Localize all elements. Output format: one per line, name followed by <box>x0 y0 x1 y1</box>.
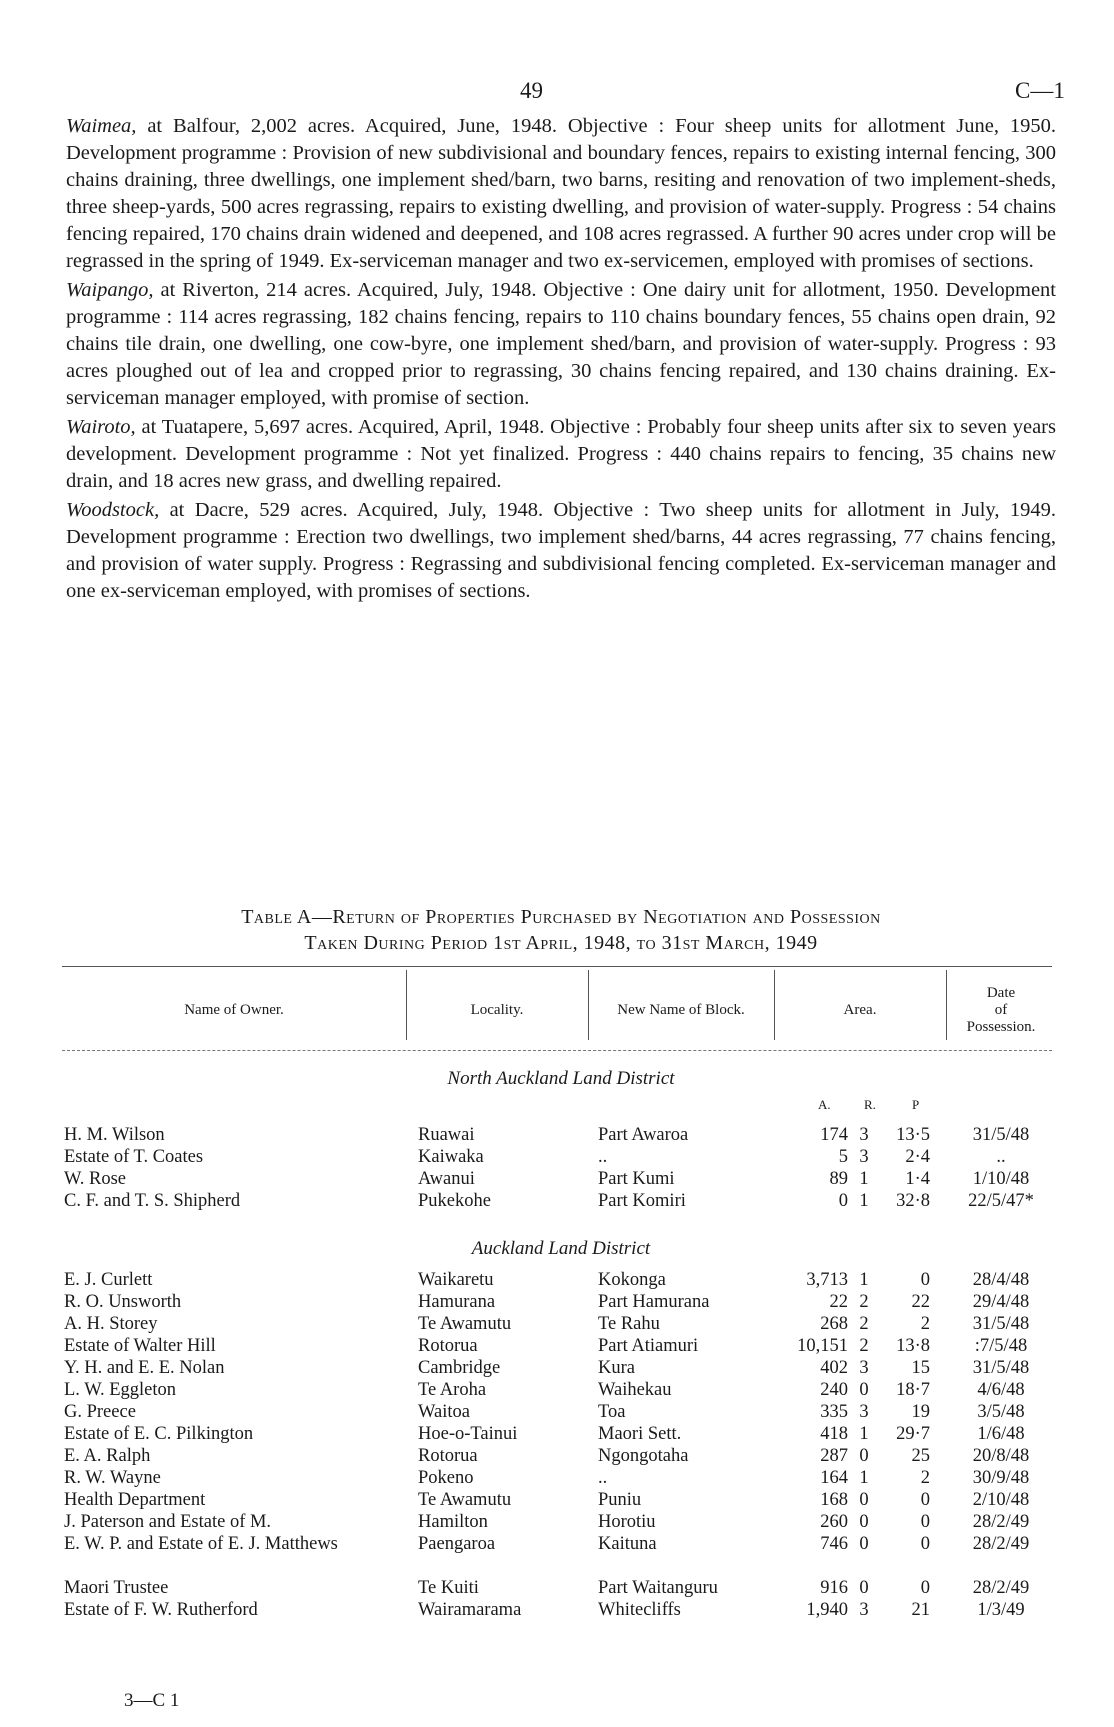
acres-cell: 1,940 <box>806 1600 848 1620</box>
locality-cell: Pokeno <box>418 1468 474 1488</box>
owner-cell: Y. H. and E. E. Nolan <box>64 1358 225 1378</box>
roods-cell: 1 <box>859 1169 869 1189</box>
block-cell: Kaituna <box>598 1534 657 1554</box>
owner-cell: E. J. Curlett <box>64 1270 153 1290</box>
acres-cell: 0 <box>838 1191 848 1211</box>
owner-cell: Estate of Walter Hill <box>64 1336 216 1356</box>
locality-cell: Pukekohe <box>418 1191 491 1211</box>
table-row <box>62 1512 1062 1534</box>
acres-cell: 174 <box>820 1125 848 1145</box>
block-cell: Horotiu <box>598 1512 656 1532</box>
block-cell: Part Waitanguru <box>598 1578 718 1598</box>
locality-cell: Rotorua <box>418 1336 478 1356</box>
table-row <box>62 1534 1062 1556</box>
owner-cell: Estate of F. W. Rutherford <box>64 1600 258 1620</box>
district-heading: North Auckland Land District <box>447 1068 675 1089</box>
owner-cell: R. W. Wayne <box>64 1468 161 1488</box>
perches-cell: 32·8 <box>896 1191 930 1211</box>
block-cell: Part Komiri <box>598 1191 686 1211</box>
roods-cell: 0 <box>859 1512 869 1532</box>
table-row <box>62 1424 1062 1446</box>
date-cell: .. <box>996 1147 1006 1167</box>
acres-cell: 268 <box>820 1314 848 1334</box>
date-cell: 1/6/48 <box>977 1424 1025 1444</box>
locality-cell: Waitoa <box>418 1402 470 1422</box>
date-cell: 30/9/48 <box>972 1468 1030 1488</box>
roods-cell: 2 <box>859 1292 869 1312</box>
locality-cell: Te Aroha <box>418 1380 487 1400</box>
acres-cell: 164 <box>820 1468 848 1488</box>
owner-cell: W. Rose <box>64 1169 127 1189</box>
owner-cell: E. A. Ralph <box>64 1446 151 1466</box>
owner-cell: H. M. Wilson <box>64 1125 165 1145</box>
acres-cell: 168 <box>820 1490 848 1510</box>
header-locality: Locality. <box>470 1002 524 1018</box>
perches-cell: 0 <box>920 1512 930 1532</box>
date-cell: 3/5/48 <box>977 1402 1025 1422</box>
date-cell: 31/5/48 <box>972 1125 1030 1145</box>
owner-cell: E. W. P. and Estate of E. J. Matthews <box>64 1534 338 1554</box>
block-cell: Toa <box>598 1402 626 1422</box>
perches-cell: 0 <box>920 1270 930 1290</box>
series-code: C—1 <box>1015 78 1065 103</box>
roods-cell: 0 <box>859 1380 869 1400</box>
owner-cell: C. F. and T. S. Shipherd <box>64 1191 241 1211</box>
perches-cell: 0 <box>920 1534 930 1554</box>
table-row <box>62 1169 1062 1191</box>
perches-cell: 2 <box>920 1314 930 1334</box>
perches-cell: 2 <box>920 1468 930 1488</box>
locality-cell: Cambridge <box>418 1358 501 1378</box>
unit-roods: R. <box>864 1097 876 1112</box>
owner-cell: Estate of T. Coates <box>64 1147 204 1167</box>
perches-cell: 15 <box>911 1358 930 1378</box>
roods-cell: 0 <box>859 1578 869 1598</box>
table-row <box>62 1446 1062 1468</box>
date-cell: 2/10/48 <box>972 1490 1030 1510</box>
block-cell: Waihekau <box>598 1380 672 1400</box>
table-header-rule <box>62 1050 1052 1051</box>
paragraph-waipango: Waipango, at Riverton, 214 acres. Acquired, July, 1948. Objective : One dairy unit for allotment, 1950. Development programme : 114 acres regrassing, 182 chains fencing, repairs to 110 chains boundary fences, 55 chains open drain, 92 chains tile drain, one dwelling, one cow-byre, one implement shed/barn, and provision of water-supply. Progress : 93 acres ploughed out of lea and cropped prior to regrassing, 30 chains fencing repaired, and 130 chains draining. Ex-serviceman manager employed, with promise of section. <box>66 279 1056 409</box>
date-cell: 4/6/48 <box>977 1380 1025 1400</box>
locality-cell: Te Awamutu <box>418 1314 512 1334</box>
district-heading: Auckland Land District <box>471 1238 651 1259</box>
roods-cell: 1 <box>859 1468 869 1488</box>
block-cell: Kura <box>598 1358 635 1378</box>
perches-cell: 13·8 <box>896 1336 930 1356</box>
acres-cell: 746 <box>820 1534 848 1554</box>
roods-cell: 3 <box>859 1125 869 1145</box>
date-cell: 28/2/49 <box>972 1578 1030 1598</box>
locality-cell: Paengaroa <box>418 1534 496 1554</box>
locality-cell: Hamurana <box>418 1292 496 1312</box>
table-row <box>62 1468 1062 1490</box>
date-cell: 28/2/49 <box>972 1534 1030 1554</box>
owner-cell: Estate of E. C. Pilkington <box>64 1424 254 1444</box>
roods-cell: 0 <box>859 1534 869 1554</box>
header-owner: Name of Owner. <box>184 1002 284 1018</box>
unit-perches: P <box>912 1097 920 1112</box>
acres-cell: 5 <box>838 1147 848 1167</box>
block-cell: Puniu <box>598 1490 642 1510</box>
perches-cell: 0 <box>920 1490 930 1510</box>
roods-cell: 0 <box>859 1446 869 1466</box>
page-header <box>0 78 1114 108</box>
block-cell: Part Awaroa <box>598 1125 689 1145</box>
table-row <box>62 1147 1062 1169</box>
acres-cell: 916 <box>820 1578 848 1598</box>
owner-cell: G. Preece <box>64 1402 136 1422</box>
table-row <box>62 1191 1062 1213</box>
locality-cell: Te Kuiti <box>418 1578 479 1598</box>
owner-cell: R. O. Unsworth <box>64 1292 182 1312</box>
body-text <box>66 113 1056 607</box>
perches-cell: 25 <box>911 1446 930 1466</box>
perches-cell: 13·5 <box>896 1125 930 1145</box>
locality-cell: Ruawai <box>418 1125 475 1145</box>
locality-cell: Awanui <box>418 1169 475 1189</box>
owner-cell: Maori Trustee <box>64 1578 169 1598</box>
block-cell: .. <box>598 1468 608 1488</box>
block-cell: .. <box>598 1147 608 1167</box>
owner-cell: Health Department <box>64 1490 206 1510</box>
footer-code: 3—C 1 <box>124 1690 180 1711</box>
roods-cell: 0 <box>859 1490 869 1510</box>
locality-cell: Hoe-o-Tainui <box>418 1424 518 1444</box>
roods-cell: 1 <box>859 1424 869 1444</box>
locality-cell: Wairamarama <box>418 1600 522 1620</box>
roods-cell: 2 <box>859 1336 869 1356</box>
perches-cell: 21 <box>911 1600 930 1620</box>
roods-cell: 3 <box>859 1147 869 1167</box>
acres-cell: 3,713 <box>806 1270 848 1290</box>
acres-cell: 10,151 <box>797 1336 848 1356</box>
header-area: Area. <box>843 1002 877 1018</box>
acres-cell: 402 <box>820 1358 848 1378</box>
locality-cell: Rotorua <box>418 1446 478 1466</box>
roods-cell: 3 <box>859 1402 869 1422</box>
acres-cell: 89 <box>829 1169 848 1189</box>
header-block: New Name of Block. <box>617 1002 745 1018</box>
roods-cell: 3 <box>859 1358 869 1378</box>
paragraph-waimea: Waimea, at Balfour, 2,002 acres. Acquired, June, 1948. Objective : Four sheep units for allotment June, 1950. Development programme : Provision of new subdivisional and boundary fences, repairs to existing internal fencing, 300 chains draining, three dwellings, one implement shed/barn, two barns, resiting and renovation of two implement-sheds, three sheep-yards, 500 acres regrassing, repairs to existing dwelling, and provision of water-supply. Progress : 54 chains fencing repaired, 170 chains drain widened and deepened, and 108 acres regrassed. A further 90 acres under crop will be regrassed in the spring of 1949. Ex-serviceman manager and two ex-servicemen, employed with promises of sections. <box>66 115 1056 272</box>
date-cell: 1/3/49 <box>977 1600 1025 1620</box>
date-cell: 31/5/48 <box>972 1358 1030 1378</box>
paragraph-wairoto: Wairoto, at Tuatapere, 5,697 acres. Acquired, April, 1948. Objective : Probably four sheep units after six to seven years development. Development programme : Not yet finalized. Progress : 440 chains repairs to fencing, 35 chains new drain, and 18 acres new grass, and dwelling repaired. <box>66 416 1056 492</box>
unit-acres: A. <box>818 1097 831 1112</box>
roods-cell: 1 <box>859 1270 869 1290</box>
perches-cell: 29·7 <box>896 1424 930 1444</box>
block-cell: Part Atiamuri <box>598 1336 699 1356</box>
locality-cell: Waikaretu <box>418 1270 494 1290</box>
date-cell: 22/5/47* <box>968 1191 1034 1211</box>
roods-cell: 3 <box>859 1600 869 1620</box>
table-row <box>62 1380 1062 1402</box>
header-date: Date of Possession. <box>966 985 1036 1035</box>
date-cell: :7/5/48 <box>974 1336 1028 1356</box>
locality-cell: Hamilton <box>418 1512 488 1532</box>
table-row <box>62 1125 1062 1147</box>
block-cell: Maori Sett. <box>598 1424 682 1444</box>
perches-cell: 19 <box>911 1402 930 1422</box>
acres-cell: 418 <box>820 1424 848 1444</box>
date-cell: 31/5/48 <box>972 1314 1030 1334</box>
owner-cell: A. H. Storey <box>64 1314 158 1334</box>
date-cell: 28/4/48 <box>972 1270 1030 1290</box>
locality-cell: Kaiwaka <box>418 1147 484 1167</box>
perches-cell: 0 <box>920 1578 930 1598</box>
date-cell: 1/10/48 <box>972 1169 1030 1189</box>
roods-cell: 1 <box>859 1191 869 1211</box>
block-cell: Ngongotaha <box>598 1446 689 1466</box>
table-row <box>62 1358 1062 1380</box>
roods-cell: 2 <box>859 1314 869 1334</box>
locality-cell: Te Awamutu <box>418 1490 512 1510</box>
table-row <box>62 1402 1062 1424</box>
table-title: Table A—Return of Properties Purchased by Negotiation and Possession Taken During Period 1st April, 1948, to 31st March, 1949 <box>241 906 881 954</box>
table-row <box>62 1336 1062 1358</box>
acres-cell: 287 <box>820 1446 848 1466</box>
block-cell: Whitecliffs <box>598 1600 681 1620</box>
table-row <box>62 1292 1062 1314</box>
table-row <box>62 1270 1062 1292</box>
owner-cell: J. Paterson and Estate of M. <box>64 1512 272 1532</box>
acres-cell: 335 <box>820 1402 848 1422</box>
table-row <box>62 1600 1062 1622</box>
date-cell: 28/2/49 <box>972 1512 1030 1532</box>
acres-cell: 22 <box>829 1292 848 1312</box>
page-number: 49 <box>520 78 543 103</box>
perches-cell: 22 <box>911 1292 930 1312</box>
table-row <box>62 1314 1062 1336</box>
block-cell: Kokonga <box>598 1270 666 1290</box>
acres-cell: 260 <box>820 1512 848 1532</box>
block-cell: Part Kumi <box>598 1169 675 1189</box>
block-cell: Te Rahu <box>598 1314 660 1334</box>
paragraph-woodstock: Woodstock, at Dacre, 529 acres. Acquired, July, 1948. Objective : Two sheep units for allotment in July, 1949. Development programme : Erection two dwellings, two implement shed/barns, 44 acres regrassing, 77 chains fencing, and provision of water supply. Progress : Regrassing and subdivisional fencing completed. Ex-serviceman manager and one ex-serviceman employed, with promises of sections. <box>66 499 1056 602</box>
perches-cell: 1·4 <box>905 1169 930 1189</box>
perches-cell: 18·7 <box>896 1380 930 1400</box>
date-cell: 29/4/48 <box>972 1292 1030 1312</box>
block-cell: Part Hamurana <box>598 1292 710 1312</box>
date-cell: 20/8/48 <box>972 1446 1030 1466</box>
table-row <box>62 1490 1062 1512</box>
owner-cell: L. W. Eggleton <box>64 1380 177 1400</box>
acres-cell: 240 <box>820 1380 848 1400</box>
table-top-rule <box>62 966 1052 967</box>
table-row <box>62 1578 1062 1600</box>
perches-cell: 2·4 <box>905 1147 930 1167</box>
